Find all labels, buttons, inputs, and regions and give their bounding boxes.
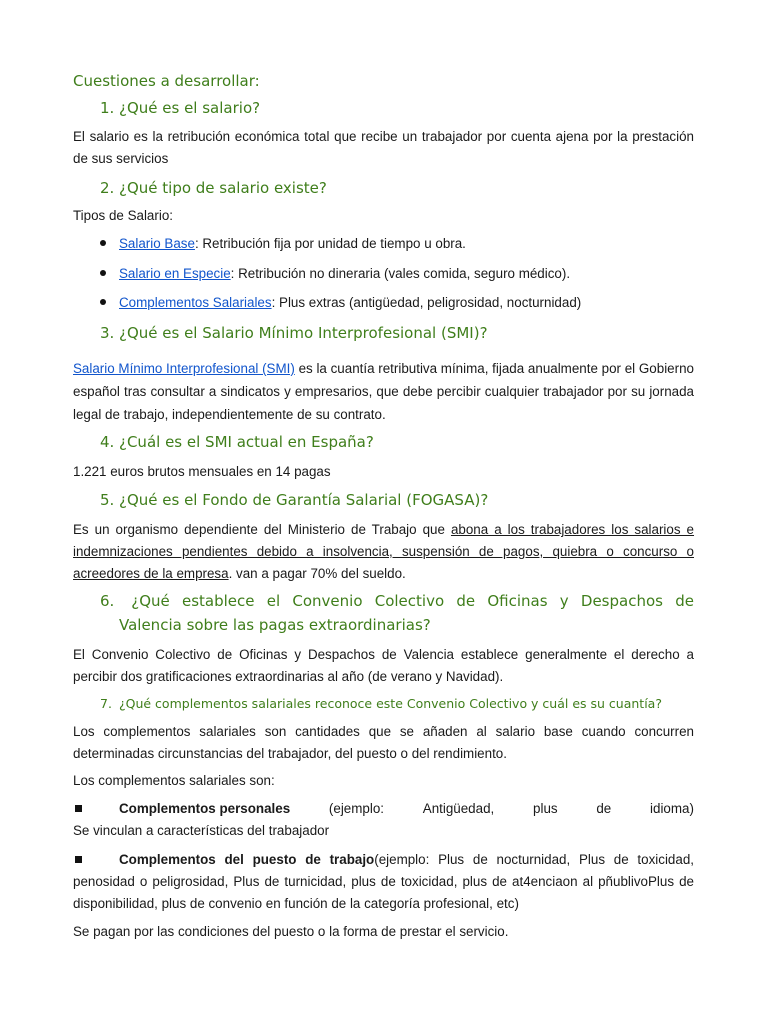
comp1-word: (ejemplo: [328,801,384,816]
section-heading: Cuestiones a desarrollar: [73,72,260,90]
list-item-complementos-puesto [73,849,694,915]
question-6-heading [100,589,694,637]
comp1-word: plus [533,801,558,816]
question-number: 7. [100,696,112,711]
smi-link[interactable]: Salario Mínimo Interprofesional (SMI) [73,361,295,376]
question-7-heading [100,696,694,711]
question-number: 1. [100,99,115,117]
question-3-heading [100,324,694,342]
answer-2-intro: Tipos de Salario: [73,208,173,223]
q6-word: Oficinas [487,592,548,610]
q6-word: de [675,592,694,610]
question-number: 5. [100,491,115,509]
list-item-text: : Retribución fija por unidad de tiempo u obra. [194,236,466,251]
question-4-heading [100,433,694,451]
q6-word: de [456,592,476,610]
answer-5-underlined: abona a los trabajadores los salarios e indemnizaciones pendientes debido a insolvencia, suspensión de pagos, quiebra o concurso o acreedores de la empresa [73,522,695,581]
question-text: ¿Cuál es el SMI actual en España? [119,433,374,451]
answer-7-paragraph: Los complementos salariales son cantidades que se añaden al salario base cuando concurren determinadas circunstancias del trabajador, del puesto o del rendimiento. [73,724,694,761]
closing-paragraph: Se pagan por las condiciones del puesto o la forma de prestar el servicio. [73,924,509,939]
q6-word: Convenio [292,592,363,610]
q6-word: ¿Qué [131,592,170,610]
question-5-heading [100,491,694,509]
question-text: ¿Qué es el Salario Mínimo Interprofesional (SMI)? [119,324,488,342]
comp1-word: de [596,801,612,816]
q6-word: y [559,592,569,610]
question-6-line-2: Valencia sobre las pagas extraordinarias? [119,616,431,634]
answer-3-text: es la cuantía retributiva mínima, fijada anualmente por el Gobierno español tras consultar a sindicatos y empresarios, que debe percibir cualquier trabajador por su jornada legal de trabajo, independientemente de su contrato. [73,361,694,422]
list-item-text: : Retribución no dineraria (vales comida, seguro médico). [230,266,571,281]
question-text: ¿Qué tipo de salario existe? [119,179,327,197]
bullet-icon [100,270,106,276]
question-text: ¿Qué es el Fondo de Garantía Salarial (FOGASA)? [119,491,489,509]
bullet-icon [100,240,106,246]
question-1-heading [100,99,694,117]
comp1-line-1 [119,798,694,820]
question-number: 3. [100,324,115,342]
answer-1-paragraph: El salario es la retribución económica total que recibe un trabajador por cuenta ajena por la prestación de sus servicios [73,129,694,166]
salario-en-especie-link[interactable]: Salario en Especie [119,266,231,281]
answer-7-list-intro: Los complementos salariales son: [73,773,275,788]
comp2-bold: Complementos del puesto de trabajo [119,852,375,867]
answer-5-pre: Es un organismo dependiente del Ministerio de Trabajo que [73,522,451,537]
question-number-6: 6. [100,592,115,610]
answer-5-post: . van a pagar 70% del sueldo. [228,566,406,581]
comp1-line-2: Se vinculan a características del trabajador [73,823,330,838]
square-bullet-icon [75,805,82,812]
q6-word: Colectivo [374,592,445,610]
list-item-complementos-personales [119,798,694,820]
q6-word: establece [181,592,255,610]
q6-word: el [266,592,281,610]
bullet-icon [100,299,106,305]
question-number: 4. [100,433,115,451]
complementos-salariales-link[interactable]: Complementos Salariales [119,295,272,310]
question-2-heading [100,179,694,197]
answer-4-paragraph: 1.221 euros brutos mensuales en 14 pagas [73,464,331,479]
answer-6-paragraph: El Convenio Colectivo de Oficinas y Despachos de Valencia establece generalmente el derecho a percibir dos gratificaciones extraordinarias al año (de verano y Navidad). [73,647,694,684]
question-text: ¿Qué complementos salariales reconoce este Convenio Colectivo y cuál es su cuantía? [119,696,662,711]
comp2-text: (ejemplo: Plus de nocturnidad, Plus de toxicidad, penosidad o peligrosidad, Plus de turnicidad, plus de toxicidad, plus de at4enciaon al pñublivoPlus de disponibilidad, plus de convenio en función de la categoría profesional, etc) [73,852,694,911]
question-number: 2. [100,179,115,197]
list-item-text: : Plus extras (antigüedad, peligrosidad, nocturnidad) [271,295,582,310]
q6-word: Despachos [580,592,663,610]
comp1-bold: Complementos personales [119,801,291,816]
answer-3-paragraph [73,357,694,426]
answer-5-paragraph [73,519,694,585]
comp1-word: idioma) [650,801,694,816]
salario-base-link[interactable]: Salario Base [119,236,195,251]
question-text: ¿Qué es el salario? [119,99,261,117]
question-6-line-1 [100,589,694,613]
comp1-word: Antigüedad, [422,801,495,816]
